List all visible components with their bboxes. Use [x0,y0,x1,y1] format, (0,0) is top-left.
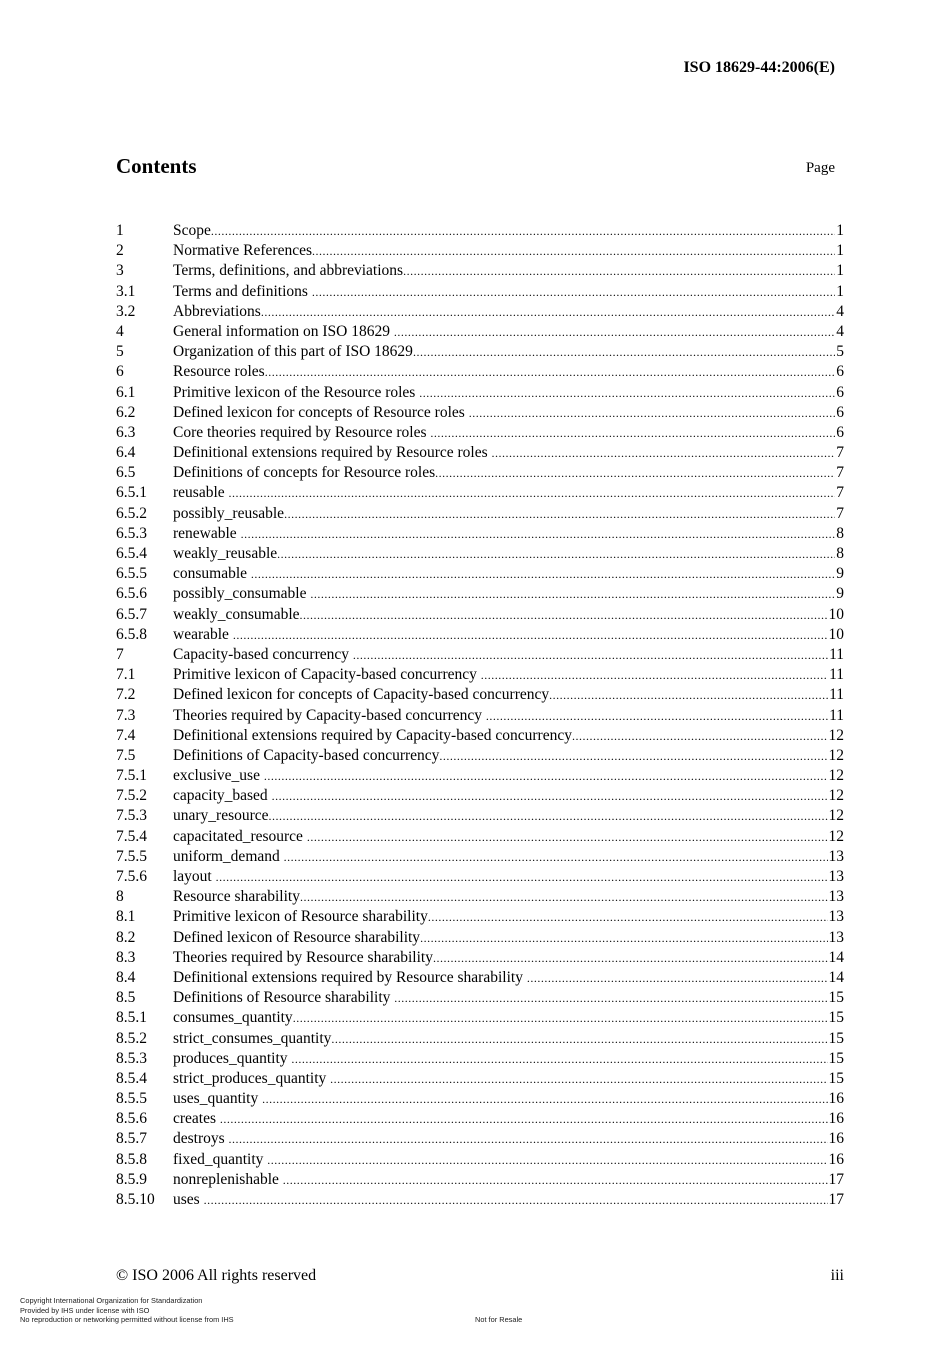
toc-entry-number: 8.5.4 [116,1069,147,1087]
toc-entry[interactable] [116,867,844,887]
toc-entry[interactable] [116,887,844,907]
toc-entry-number: 7.5.4 [116,827,147,845]
toc-entry-page: 8 [836,524,844,542]
page-column-label: Page [805,160,835,176]
toc-entry[interactable] [116,988,844,1008]
toc-entry-number: 7 [116,645,124,663]
toc-dot-leader [229,483,836,503]
toc-entry-number: 7.5 [116,746,136,764]
toc-dot-leader [394,322,835,342]
toc-entry-title: Primitive lexicon of Resource sharability [173,908,428,926]
toc-entry-title: exclusive_use [173,767,264,785]
toc-dot-leader [430,423,835,443]
toc-dot-leader [403,261,835,281]
toc-entry[interactable] [116,463,844,483]
toc-dot-leader [269,806,828,826]
toc-entry-page: 1 [836,222,844,239]
toc-entry-title: Primitive lexicon of Capacity-based concurrency [173,666,481,684]
toc-entry[interactable] [116,524,844,544]
toc-entry-page: 4 [836,322,844,340]
table-of-contents [116,221,844,1210]
toc-entry[interactable] [116,362,844,382]
toc-entry-title: Defined lexicon for concepts of Resource roles [173,403,469,421]
toc-dot-leader [486,706,828,726]
toc-entry-title: Core theories required by Resource roles [173,423,431,441]
licence-line: No reproduction or networking permitted without license from IHS [20,1315,234,1324]
toc-entry[interactable] [116,443,844,463]
toc-entry-title: Terms and definitions [173,282,312,300]
toc-entry[interactable] [116,1190,844,1210]
toc-entry-page: 1 [836,242,844,260]
toc-entry[interactable] [116,1109,844,1129]
toc-entry[interactable] [116,1150,844,1170]
toc-entry-title: Organization of this part of ISO 18629 [173,343,413,361]
toc-entry-number: 7.4 [116,726,136,744]
toc-entry-page: 13 [828,928,844,946]
toc-entry-title: consumable [173,565,251,583]
toc-entry-page: 11 [829,645,844,663]
toc-entry-title: destroys [173,1130,229,1148]
toc-entry-title: produces_quantity [173,1049,292,1067]
toc-entry-number: 6.5.2 [116,504,147,522]
toc-entry-title: Defined lexicon of Resource sharability [173,928,421,946]
toc-entry-page: 7 [836,464,844,482]
toc-entry-page: 10 [828,605,844,623]
toc-entry-page: 4 [836,302,844,320]
toc-entry-number: 6.5.6 [116,585,147,603]
not-for-resale-notice: Not for Resale [475,1315,523,1324]
toc-dot-leader [312,241,835,261]
toc-entry-title: strict_produces_quantity [173,1069,331,1087]
toc-entry-page: 15 [828,989,844,1007]
toc-dot-leader [251,564,835,584]
toc-entry-title: uniform_demand [173,847,284,865]
toc-dot-leader [216,867,828,887]
toc-entry-title: General information on ISO 18629 [173,322,394,340]
toc-dot-leader [331,1029,827,1049]
toc-entry-title: Definitional extensions required by Capacity-based concurrency [173,726,572,744]
toc-entry-number: 8.5.1 [116,1009,147,1027]
toc-entry-page: 13 [828,847,844,865]
toc-entry[interactable] [116,726,844,746]
toc-entry-page: 14 [828,968,844,986]
toc-entry[interactable] [116,1129,844,1149]
toc-entry-number: 3.1 [116,282,136,300]
toc-entry-page: 14 [828,948,844,966]
toc-dot-leader [267,1150,827,1170]
toc-dot-leader [272,786,828,806]
toc-entry[interactable] [116,483,844,503]
toc-entry-page: 1 [836,282,844,300]
toc-dot-leader [241,524,836,544]
contents-title: Contents [116,154,197,178]
toc-entry[interactable] [116,1029,844,1049]
toc-entry[interactable] [116,645,844,665]
toc-entry-number: 8.5 [116,989,136,1007]
toc-dot-leader [211,221,835,241]
toc-entry-title: layout [173,868,216,885]
toc-entry[interactable] [116,1089,844,1109]
toc-entry[interactable] [116,564,844,584]
toc-entry-page: 8 [836,545,844,562]
toc-entry-page: 13 [828,868,844,885]
toc-entry[interactable] [116,1049,844,1069]
toc-entry[interactable] [116,1008,844,1028]
toc-entry-title: Definitional extensions required by Resource roles [173,444,492,462]
toc-entry-number: 6.1 [116,383,136,401]
toc-dot-leader [435,463,835,483]
toc-entry-title: Scope [173,222,211,239]
toc-entry-title: Theories required by Resource sharability [173,948,433,966]
toc-entry-page: 6 [836,403,844,421]
toc-entry-title: Definitional extensions required by Resource sharability [173,968,527,986]
toc-entry-number: 7.1 [116,666,136,684]
toc-entry[interactable] [116,806,844,826]
toc-entry[interactable] [116,685,844,705]
toc-entry-title: Capacity-based concurrency [173,645,353,663]
toc-dot-leader [291,1049,827,1069]
toc-entry-number: 8.3 [116,948,136,966]
toc-entry-number: 8.2 [116,928,136,946]
toc-entry-title: capacitated_resource [173,827,307,845]
document-id: ISO 18629-44:2006(E) [683,59,835,76]
toc-entry-number: 8.5.7 [116,1130,147,1148]
toc-dot-leader [353,645,828,665]
toc-entry[interactable] [116,241,844,261]
toc-entry-title: Definitions of Resource sharability [173,989,395,1007]
licence-line: Copyright International Organization for Standardization [20,1296,203,1305]
toc-entry-number: 6 [116,363,124,381]
toc-entry-title: possibly_consumable [173,585,311,603]
toc-entry-page: 12 [828,767,844,785]
toc-dot-leader [265,362,836,382]
toc-entry-page: 17 [828,1170,844,1188]
toc-entry-number: 6.2 [116,403,136,421]
toc-entry-number: 8.4 [116,968,136,986]
toc-dot-leader [229,1129,828,1149]
toc-entry-page: 1 [836,262,844,280]
toc-entry[interactable] [116,282,844,302]
toc-entry-number: 8.5.8 [116,1150,147,1168]
toc-entry-number: 3.2 [116,302,136,320]
toc-entry-title: possibly_reusable [173,504,285,522]
toc-dot-leader [394,988,827,1008]
toc-entry-title: Abbreviations [173,302,261,320]
toc-dot-leader [420,928,827,948]
toc-dot-leader [527,968,828,988]
toc-entry-title: Terms, definitions, and abbreviations [173,262,404,280]
toc-entry-page: 11 [829,686,844,704]
toc-entry-number: 6.5.4 [116,545,147,562]
toc-dot-leader [310,584,835,604]
toc-entry-number: 8.5.3 [116,1049,147,1067]
toc-dot-leader [330,1069,827,1089]
toc-entry-title: wearable [173,625,233,643]
toc-entry-title: consumes_quantity [173,1009,293,1027]
toc-entry-number: 6.5 [116,464,136,482]
toc-entry[interactable] [116,544,844,564]
toc-entry[interactable] [116,928,844,948]
toc-entry-number: 7.5.2 [116,787,147,805]
toc-entry-number: 7.5.3 [116,807,147,825]
toc-entry-page: 9 [836,565,844,583]
toc-entry-number: 7.5.5 [116,847,147,865]
toc-entry-title: Definitions of Capacity-based concurrency [173,746,440,764]
toc-entry[interactable] [116,827,844,847]
toc-entry-number: 8.5.9 [116,1170,147,1188]
toc-dot-leader [300,605,828,625]
toc-entry-page: 13 [828,888,844,906]
toc-entry[interactable] [116,221,844,241]
toc-entry[interactable] [116,665,844,685]
toc-dot-leader [549,685,828,705]
toc-entry-title: strict_consumes_quantity [173,1029,332,1047]
toc-entry[interactable] [116,403,844,423]
toc-entry-page: 16 [828,1130,844,1148]
toc-entry-title: Normative References [173,242,313,260]
toc-entry-number: 8.5.2 [116,1029,147,1047]
toc-entry-number: 8.5.10 [116,1191,155,1208]
toc-entry[interactable] [116,342,844,362]
toc-dot-leader [284,847,828,867]
toc-dot-leader [261,302,835,322]
toc-entry-number: 6.3 [116,423,136,441]
toc-entry-number: 6.5.7 [116,605,147,623]
toc-entry-number: 7.5.6 [116,868,147,885]
toc-entry-page: 5 [836,343,844,361]
toc-entry[interactable] [116,847,844,867]
toc-entry[interactable] [116,584,844,604]
toc-entry-page: 15 [828,1069,844,1087]
toc-dot-leader [312,282,835,302]
toc-dot-leader [439,746,827,766]
toc-entry-page: 15 [828,1049,844,1067]
toc-entry-page: 12 [828,746,844,764]
toc-entry-number: 5 [116,343,124,361]
toc-dot-leader [233,625,828,645]
toc-entry-number: 7.3 [116,706,136,724]
toc-dot-leader [413,342,835,362]
toc-entry-page: 12 [828,787,844,805]
toc-entry-page: 7 [836,504,844,522]
toc-entry-number: 2 [116,242,124,260]
toc-entry[interactable] [116,423,844,443]
licence-line: Provided by IHS under license with ISO [20,1305,150,1315]
toc-entry[interactable] [116,605,844,625]
toc-entry-title: Resource sharability [173,888,300,906]
toc-dot-leader [428,907,828,927]
toc-entry[interactable] [116,746,844,766]
toc-entry-title: Theories required by Capacity-based concurrency [173,706,486,724]
toc-entry-number: 7.5.1 [116,767,147,785]
toc-entry[interactable] [116,948,844,968]
toc-dot-leader [492,443,836,463]
toc-dot-leader [419,383,835,403]
toc-entry-page: 15 [828,1009,844,1027]
toc-entry-title: fixed_quantity [173,1150,268,1168]
toc-entry-number: 4 [116,322,124,340]
toc-entry[interactable] [116,322,844,342]
toc-dot-leader [204,1190,828,1210]
toc-entry-page: 12 [828,726,844,744]
toc-entry-page: 13 [828,908,844,926]
toc-entry[interactable] [116,968,844,988]
toc-entry-page: 16 [828,1110,844,1128]
toc-entry-title: Definitions of concepts for Resource roles [173,464,436,482]
toc-entry-page: 16 [828,1150,844,1168]
toc-dot-leader [283,1170,828,1190]
toc-entry-title: uses [173,1191,204,1208]
toc-entry-number: 3 [116,262,124,280]
footer-page-number: iii [830,1267,844,1284]
toc-entry-number: 6.4 [116,444,136,462]
toc-entry-page: 7 [836,484,844,502]
licence-notice [20,1296,234,1325]
toc-entry-title: Defined lexicon for concepts of Capacity-based concurrency [173,686,550,704]
toc-entry-page: 9 [836,585,844,603]
toc-entry-title: nonreplenishable [173,1170,283,1188]
toc-entry-page: 12 [828,827,844,845]
toc-dot-leader [469,403,836,423]
toc-dot-leader [264,766,828,786]
toc-entry-title: Resource roles [173,363,265,381]
toc-dot-leader [572,726,828,746]
toc-entry-title: uses_quantity [173,1090,263,1108]
toc-entry[interactable] [116,625,844,645]
footer-copyright: © ISO 2006 All rights reserved [116,1267,317,1284]
toc-entry-page: 12 [828,807,844,825]
toc-dot-leader [293,1008,828,1028]
toc-entry-number: 8.1 [116,908,136,926]
toc-entry[interactable] [116,1170,844,1190]
toc-dot-leader [277,544,835,564]
toc-entry[interactable] [116,261,844,281]
toc-entry-number: 7.2 [116,686,136,704]
toc-entry[interactable] [116,383,844,403]
toc-entry-number: 6.5.5 [116,565,147,583]
toc-entry-title: weakly_reusable [173,545,278,562]
toc-entry[interactable] [116,766,844,786]
toc-entry-number: 6.5.1 [116,484,147,502]
toc-entry-title: weakly_consumable [173,605,300,623]
toc-entry-title: creates [173,1110,220,1128]
toc-entry-number: 8.5.6 [116,1110,147,1128]
toc-entry[interactable] [116,706,844,726]
toc-entry-title: unary_resource [173,807,269,825]
toc-entry-page: 17 [828,1191,844,1208]
toc-entry-page: 10 [828,625,844,643]
toc-entry-number: 1 [116,222,124,239]
toc-entry-page: 6 [836,363,844,381]
toc-dot-leader [220,1109,828,1129]
toc-entry[interactable] [116,907,844,927]
toc-entry-number: 8 [116,888,124,906]
toc-entry-title: renewable [173,524,241,542]
toc-entry-page: 16 [828,1090,844,1108]
toc-dot-leader [307,827,828,847]
toc-dot-leader [262,1089,827,1109]
toc-entry[interactable] [116,302,844,322]
toc-dot-leader [284,504,835,524]
toc-entry-page: 11 [829,666,844,684]
toc-entry[interactable] [116,504,844,524]
toc-entry-page: 6 [836,423,844,441]
toc-entry-title: reusable [173,484,229,502]
toc-entry-number: 6.5.8 [116,625,147,643]
toc-entry-page: 7 [836,444,844,462]
toc-entry-page: 11 [829,706,844,724]
toc-entry-title: capacity_based [173,787,272,805]
toc-dot-leader [481,665,828,685]
toc-entry[interactable] [116,1069,844,1089]
toc-entry-page: 15 [828,1029,844,1047]
toc-dot-leader [433,948,828,968]
toc-entry-number: 8.5.5 [116,1090,147,1108]
toc-entry-number: 6.5.3 [116,524,147,542]
toc-dot-leader [300,887,828,907]
toc-entry-page: 6 [836,383,844,401]
toc-entry-title: Primitive lexicon of the Resource roles [173,383,420,401]
toc-entry[interactable] [116,786,844,806]
